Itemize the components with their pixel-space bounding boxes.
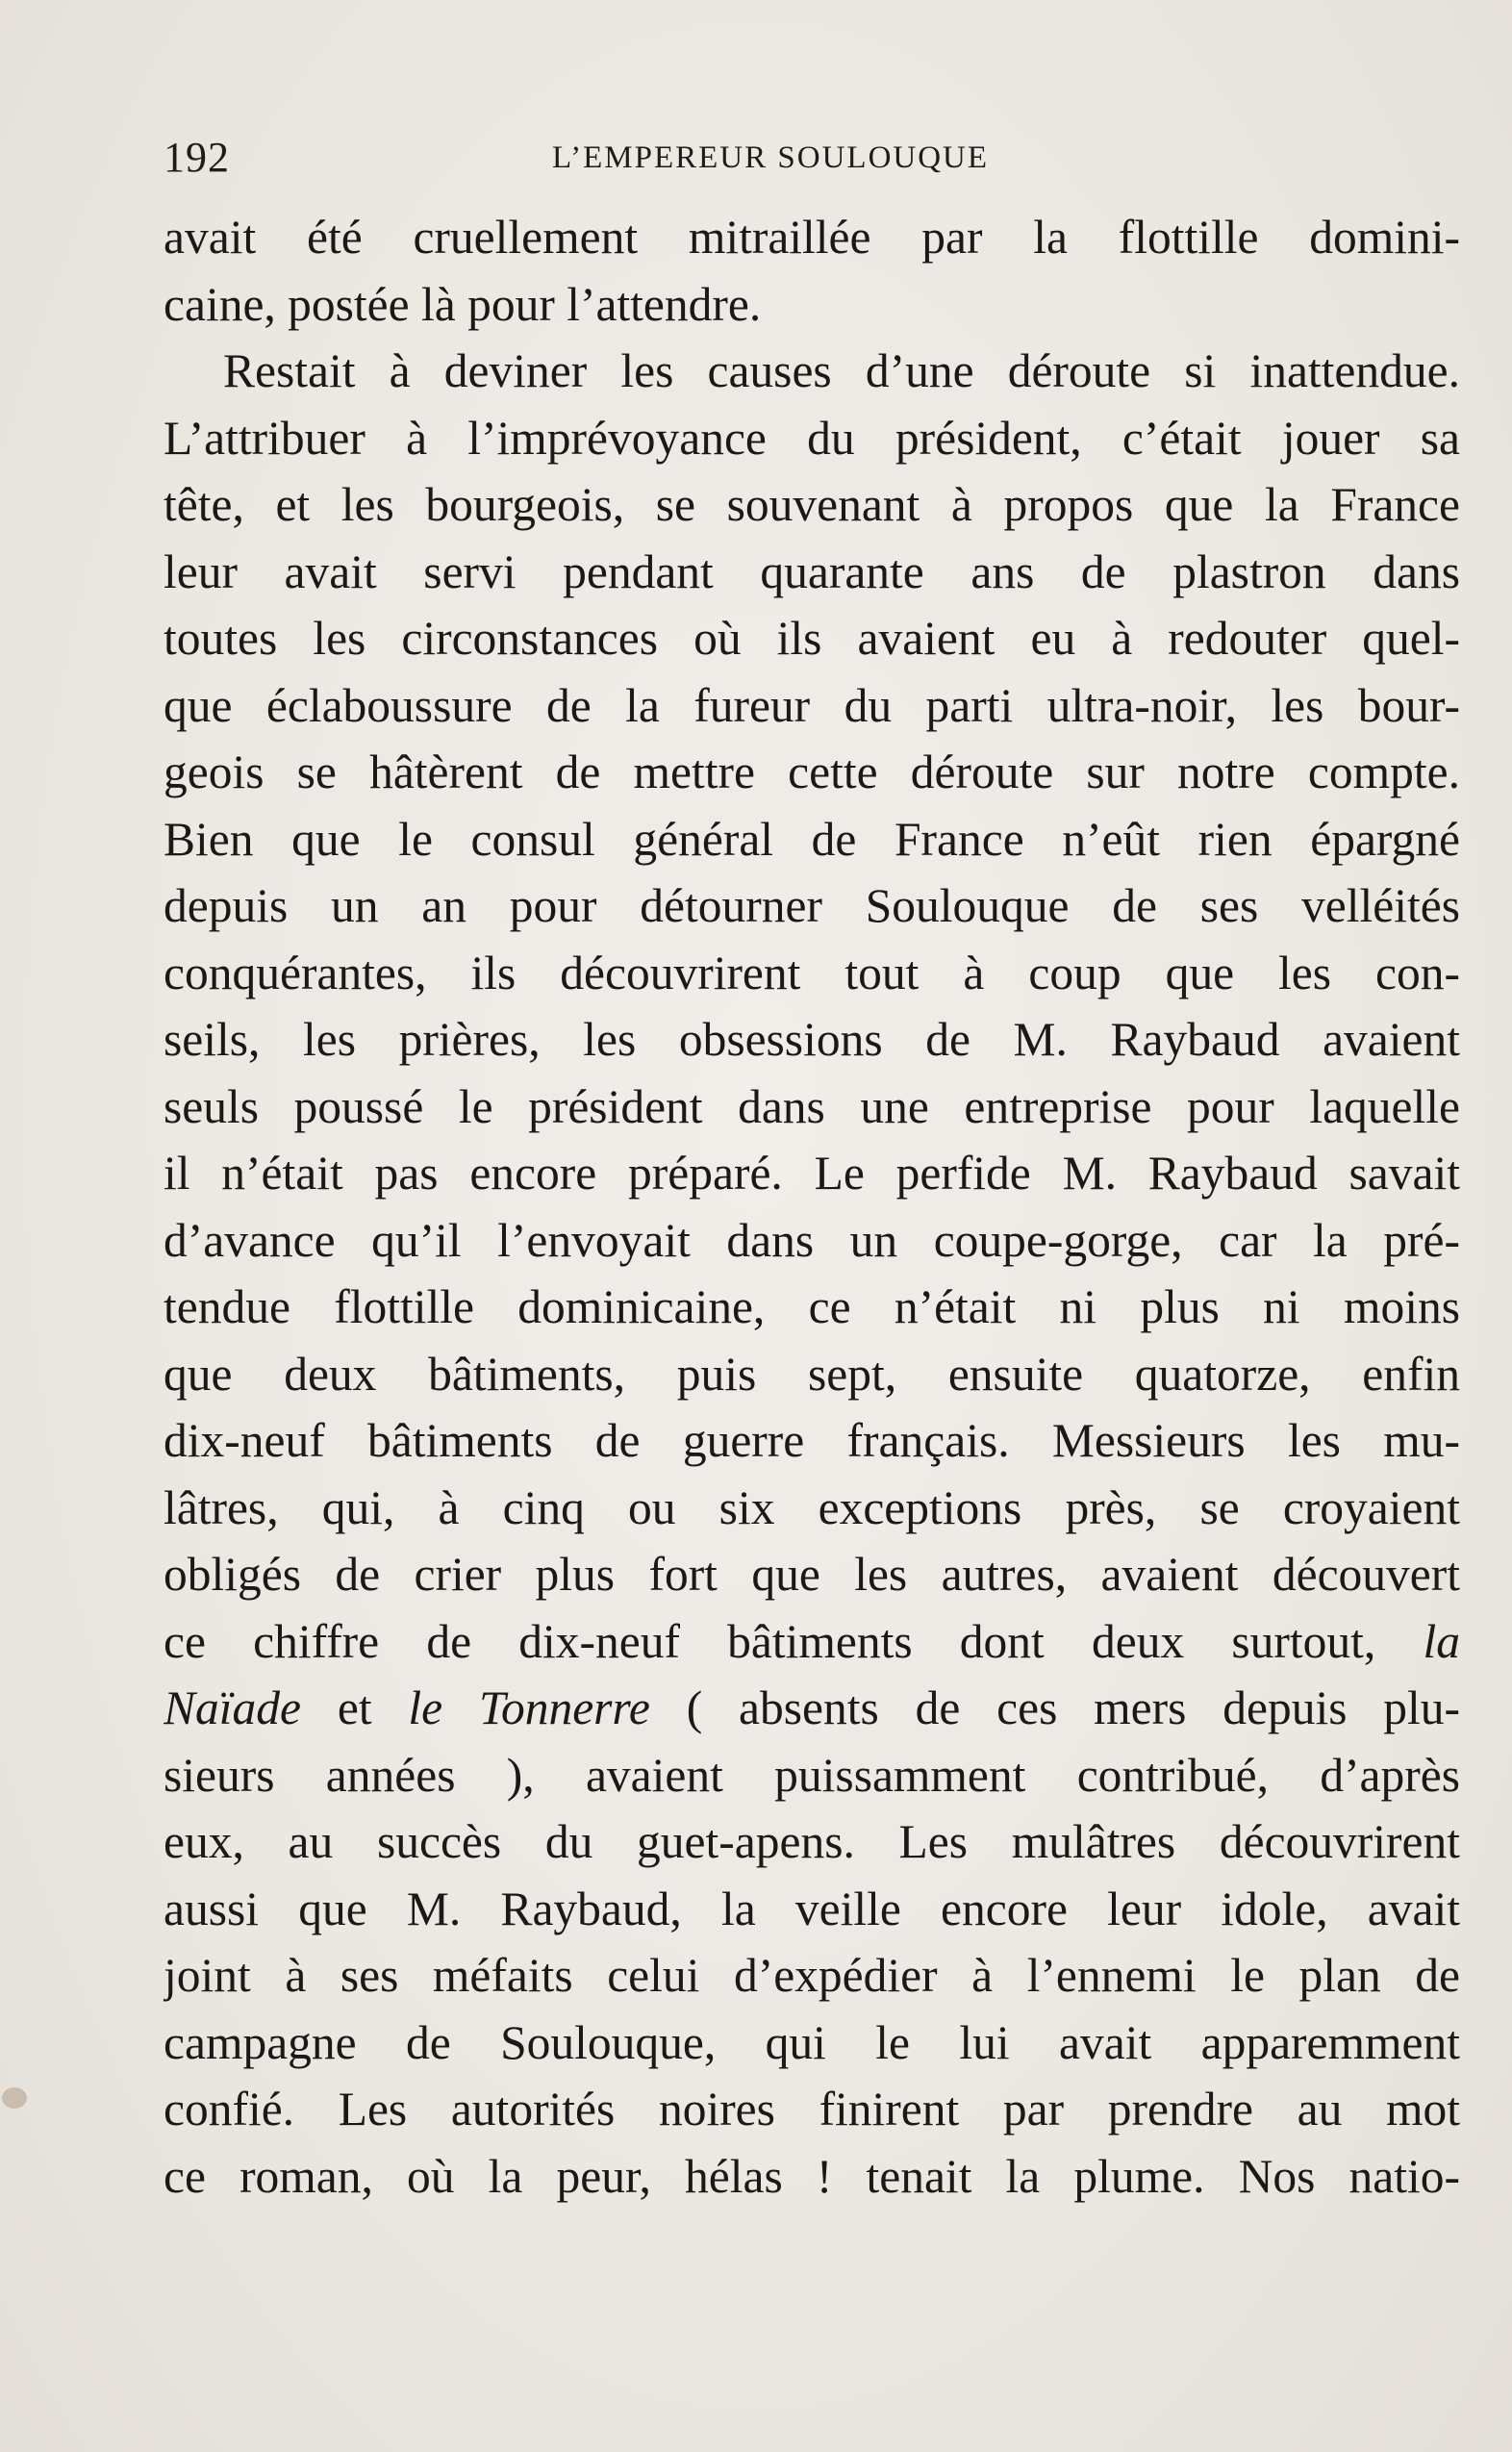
text-line: d’avance qu’il l’envoyait dans un coupe-gorge, car la pré-	[164, 1213, 1460, 1267]
running-title: L’EMPEREUR SOULOUQUE	[552, 140, 990, 175]
text-line: caine, postée là pour l’attendre.	[164, 277, 762, 331]
text-line: confié. Les autorités noires finirent par prendre au mot	[164, 2083, 1460, 2136]
running-head	[164, 133, 1048, 190]
italic-segment: la	[1423, 1614, 1460, 1668]
text-line: leur avait servi pendant quarante ans de plastron dans	[164, 544, 1460, 598]
body-text	[164, 204, 1460, 2210]
text-line: que deux bâtiments, puis sept, ensuite quatorze, enfin	[164, 1347, 1460, 1401]
page-number: 192	[164, 134, 230, 181]
text-segment: et	[337, 1681, 372, 1734]
text-segment: ( absents de ces mers depuis plu-	[686, 1681, 1460, 1734]
text-line: que éclaboussure de la fureur du parti ultra-noir, les bour-	[164, 678, 1460, 732]
text-line: lâtres, qui, à cinq ou six exceptions près, se croyaient	[164, 1480, 1460, 1534]
text-line: seils, les prières, les obsessions de M. Raybaud avaient	[164, 1013, 1460, 1066]
text-line: ce roman, où la peur, hélas ! tenait la plume. Nos natio-	[164, 2149, 1460, 2203]
italic-segment: le Tonnerre	[408, 1681, 650, 1734]
italic-segment: Naïade	[164, 1681, 301, 1734]
text-line: Restait à deviner les causes d’une déroute si inattendue.	[223, 344, 1460, 397]
text-line	[164, 1675, 1460, 1742]
text-line: obligés de crier plus fort que les autres, avaient découvert	[164, 1548, 1460, 1601]
text-line: eux, au succès du guet-apens. Les mulâtres découvrirent	[164, 1815, 1460, 1868]
text-line: avait été cruellement mitraillée par la flottille domini-	[164, 211, 1460, 264]
text-line: conquérantes, ils découvrirent tout à coup que les con-	[164, 946, 1460, 999]
text-line: tendue flottille dominicaine, ce n’était ni plus ni moins	[164, 1280, 1460, 1333]
text-line: toutes les circonstances où ils avaient eu à redouter quel-	[164, 612, 1460, 665]
text-line: il n’était pas encore préparé. Le perfide M. Raybaud savait	[164, 1147, 1460, 1200]
text-line: L’attribuer à l’imprévoyance du président, c’était jouer sa	[164, 411, 1460, 465]
text-line: aussi que M. Raybaud, la veille encore leur idole, avait	[164, 1882, 1460, 1935]
text-line: Bien que le consul général de France n’eût rien épargné	[164, 812, 1460, 866]
text-line: seuls poussé le président dans une entreprise pour laquelle	[164, 1079, 1460, 1133]
text-line: joint à ses méfaits celui d’expédier à l’ennemi le plan de	[164, 1949, 1460, 2002]
paper-stain	[2, 2087, 27, 2109]
text-line: sieurs années ), avaient puissamment contribué, d’après	[164, 1748, 1460, 1802]
text-line: depuis un an pour détourner Soulouque de ses velléités	[164, 879, 1460, 932]
text-segment: ce chiffre de dix-neuf bâtiments dont deux surtout,	[164, 1614, 1376, 1668]
text-line: campagne de Soulouque, qui le lui avait apparemment	[164, 2015, 1460, 2069]
text-line: geois se hâtèrent de mettre cette déroute sur notre compte.	[164, 746, 1460, 798]
text-line: dix-neuf bâtiments de guerre français. Messieurs les mu-	[164, 1414, 1460, 1467]
text-line	[164, 1608, 1460, 1676]
text-line: tête, et les bourgeois, se souvenant à propos que la France	[164, 478, 1460, 531]
